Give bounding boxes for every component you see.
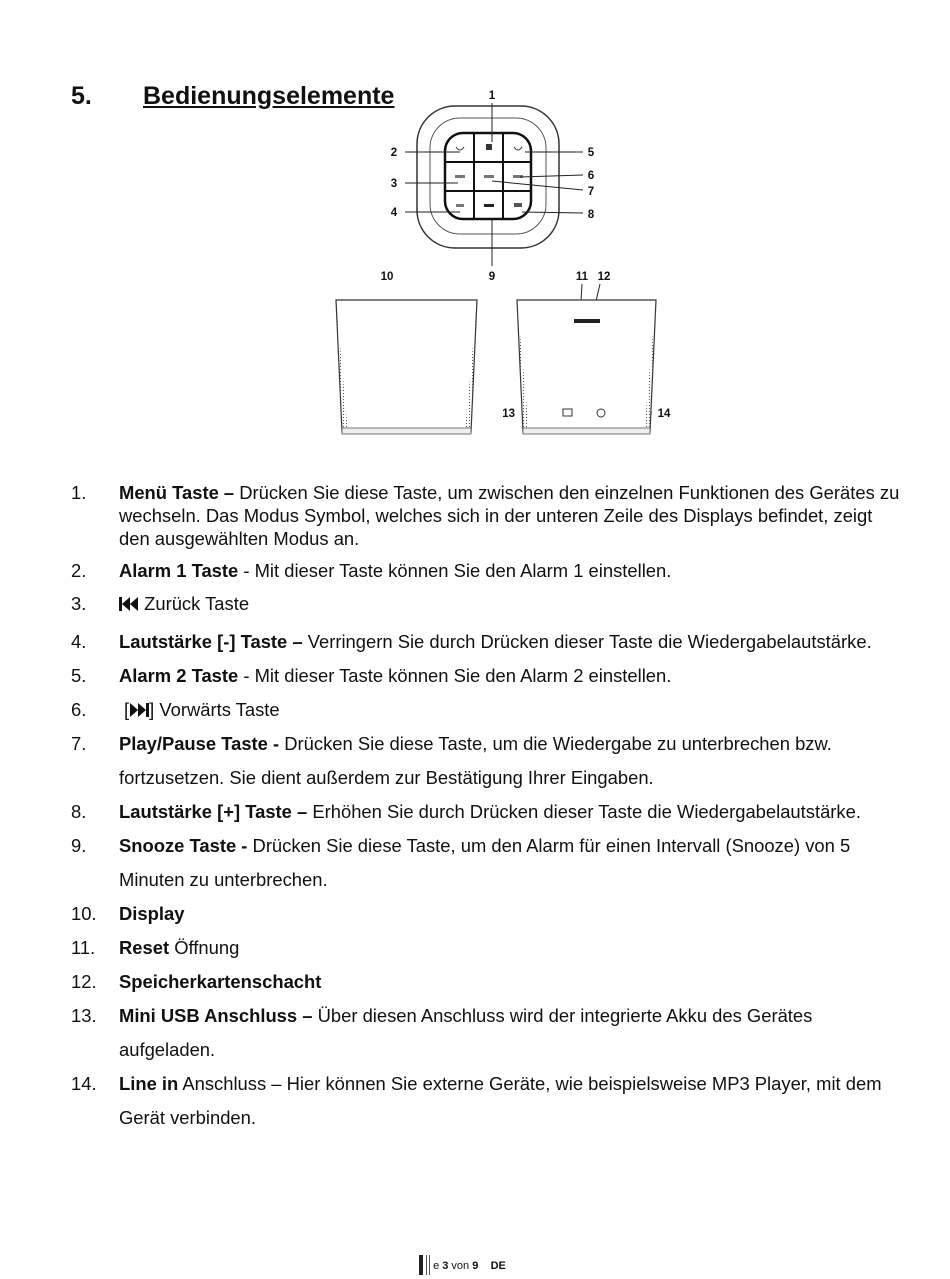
item-term: Snooze Taste - [119, 835, 248, 856]
top-view [417, 106, 559, 248]
callout-2: 2 [390, 147, 398, 159]
footer-language: DE [490, 1260, 506, 1272]
footer-prefix: e [433, 1260, 443, 1272]
list-item [71, 659, 901, 693]
item-number: 5. [71, 665, 87, 686]
footer-page-number: 3 [442, 1260, 449, 1272]
callout-3: 3 [390, 178, 398, 190]
item-number: 10. [71, 903, 97, 924]
list-item [71, 829, 901, 897]
list-item [71, 727, 901, 795]
item-term: Reset [119, 937, 170, 958]
item-description: ] Vorwärts Taste [149, 699, 280, 720]
item-term: Lautstärke [+] Taste – [119, 801, 308, 822]
callout-5: 5 [587, 147, 595, 159]
item-number: 11. [71, 937, 96, 958]
page-footer [419, 1255, 506, 1275]
list-item [71, 795, 901, 829]
item-term: Lautstärke [-] Taste – [119, 631, 303, 652]
list-item [71, 965, 901, 999]
side-view [517, 300, 656, 434]
callout-7: 7 [587, 186, 595, 198]
item-description: - Mit dieser Taste können Sie den Alarm 1 einstellen. [238, 560, 672, 581]
item-number: 6. [71, 699, 87, 720]
callout-13: 13 [502, 408, 515, 420]
item-term: Line in [119, 1073, 179, 1094]
callout-4: 4 [390, 207, 398, 219]
item-term: Display [119, 903, 185, 924]
list-item [71, 897, 901, 931]
list-item [71, 1067, 901, 1135]
item-term: Play/Pause Taste - [119, 733, 280, 754]
item-description: Über diesen Anschluss wird der integrierte Akku des Gerätes aufgeladen. [119, 1005, 813, 1060]
item-bracket: [ [124, 699, 130, 720]
list-item [71, 481, 901, 550]
item-description: Drücken Sie diese Taste, um die Wiedergabe zu unterbrechen bzw. fortzusetzen. Sie dient außerdem zur Bestätigung Ihrer Eingaben. [119, 733, 832, 788]
item-term: Mini USB Anschluss – [119, 1005, 313, 1026]
item-term: Speicherkartenschacht [119, 971, 322, 992]
item-number: 4. [71, 631, 87, 652]
callout-9: 9 [488, 271, 496, 283]
section-number: 5. [71, 82, 92, 110]
item-number: 3. [71, 593, 87, 614]
item-description: Verringern Sie durch Drücken dieser Taste die Wiedergabelautstärke. [302, 631, 872, 652]
item-number: 14. [71, 1073, 97, 1094]
device-diagram-svg [330, 86, 690, 446]
callout-1: 1 [488, 90, 496, 102]
list-item [71, 559, 901, 582]
item-term: Alarm 2 Taste [119, 665, 239, 686]
list-item [71, 999, 901, 1067]
item-number: 2. [71, 560, 87, 581]
callout-10: 10 [380, 271, 394, 283]
item-number: 12. [71, 971, 97, 992]
controls-diagram [330, 86, 690, 446]
item-description: Anschluss – Hier können Sie externe Geräte, wie beispielsweise MP3 Player, mit dem Gerät verbinden. [119, 1073, 882, 1128]
footer-page-total: 9 [472, 1260, 479, 1272]
item-description: Drücken Sie diese Taste, um den Alarm für einen Intervall (Snooze) von 5 Minuten zu unterbrechen. [119, 835, 851, 890]
list-item [71, 625, 901, 659]
footer-bar [419, 1255, 423, 1275]
item-term: Menü Taste – [119, 482, 235, 503]
item-description: Öffnung [169, 937, 240, 958]
list-item [71, 592, 901, 615]
callout-14: 14 [657, 408, 671, 420]
section-title: Bedienungselemente [143, 82, 395, 110]
callout-6: 6 [587, 170, 595, 182]
item-number: 8. [71, 801, 87, 822]
list-item [71, 693, 901, 727]
list-item [71, 931, 901, 965]
front-view [336, 300, 477, 434]
item-number: 7. [71, 733, 87, 754]
callout-8: 8 [587, 209, 595, 221]
item-description: Erhöhen Sie durch Drücken dieser Taste die Wiedergabelautstärke. [307, 801, 861, 822]
item-term: Alarm 1 Taste [119, 560, 239, 581]
callout-12: 12 [597, 271, 611, 283]
footer-bar [429, 1255, 430, 1275]
item-number: 9. [71, 835, 87, 856]
skip-forward-icon [129, 703, 149, 717]
footer-separator: von [448, 1260, 473, 1272]
callout-11: 11 [575, 271, 589, 283]
footer-bar [426, 1255, 427, 1275]
controls-list [71, 481, 901, 1135]
skip-back-icon [119, 597, 139, 611]
item-number: 1. [71, 482, 87, 503]
item-number: 13. [71, 1005, 97, 1026]
item-description: Zurück Taste [139, 593, 250, 614]
item-description: Drücken Sie diese Taste, um zwischen den einzelnen Funktionen des Gerätes zu wechseln. Das Modus Symbol, welches sich in der unteren Zeile des Displays befindet, zeigt den ausgewählten Modus an. [119, 482, 900, 549]
item-description: - Mit dieser Taste können Sie den Alarm 2 einstellen. [238, 665, 672, 686]
